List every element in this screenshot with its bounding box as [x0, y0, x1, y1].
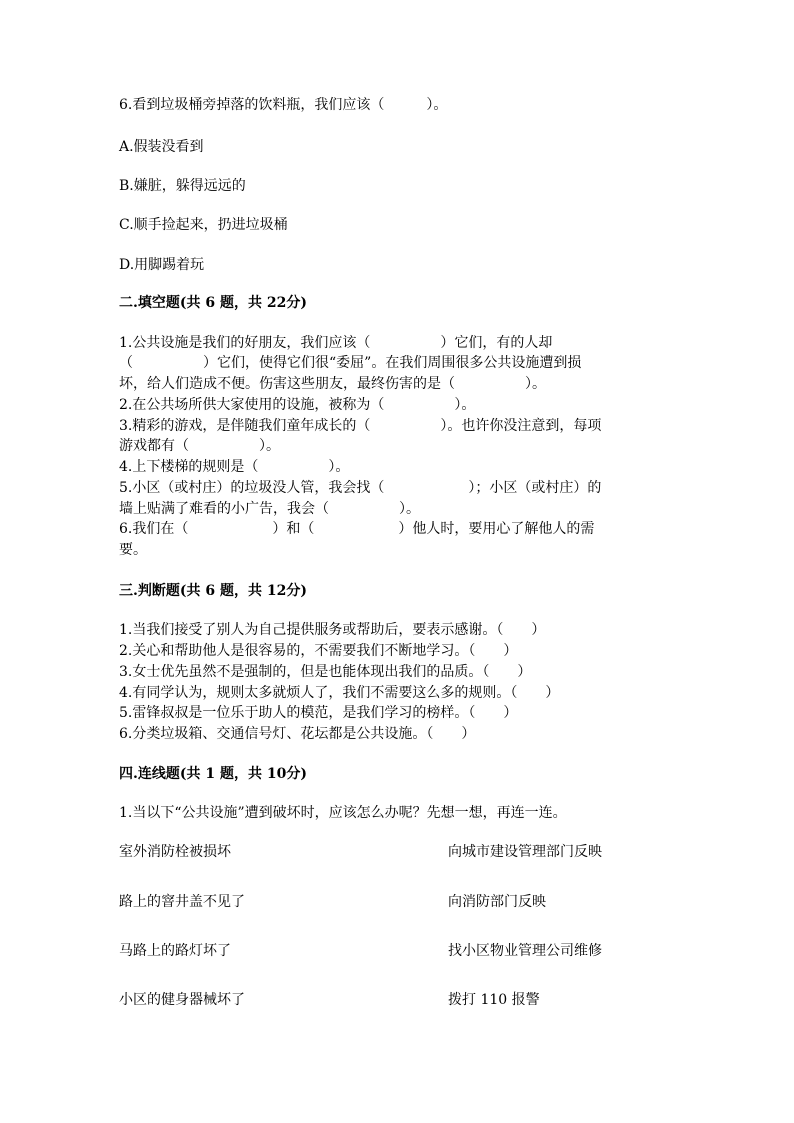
fill-line: 4.上下楼梯的规则是（ ）。 [119, 459, 350, 475]
judge-line: 3.女士优先虽然不是强制的，但是也能体现出我们的品质。（ ） [119, 664, 532, 680]
judge-line: 2.关心和帮助他人是很容易的，不需要我们不断地学习。（ ） [119, 643, 518, 659]
fill-line: 墙上贴满了难看的小广告，我会（ ）。 [119, 501, 420, 517]
match-question: 1.当以下“公共设施”遭到破坏时，应该怎么办呢？先想一想，再连一连。 [119, 805, 567, 821]
judge-line: 6.分类垃圾箱、交通信号灯、花坛都是公共设施。（ ） [119, 726, 476, 742]
fill-line: （ ）它们，使得它们很“委屈”。在我们周围很多公共设施遭到损 [119, 355, 582, 371]
fill-line: 游戏都有（ ）。 [119, 438, 280, 454]
fill-line: 要。 [119, 542, 147, 558]
fill-line: 3.精彩的游戏，是伴随我们童年成长的（ ）。也许你没注意到，每项 [119, 418, 602, 434]
judge-line: 5.雷锋叔叔是一位乐于助人的模范，是我们学习的榜样。（ ） [119, 705, 518, 721]
match-right-item: 向消防部门反映 [448, 894, 546, 910]
choice-option-b: B.嫌脏，躲得远远的 [119, 178, 246, 194]
section-judge-title: 三.判断题(共 6 题，共 12分) [119, 583, 307, 599]
choice-option-c: C.顺手捡起来，扔进垃圾桶 [119, 217, 288, 233]
fill-line: 1.公共设施是我们的好朋友，我们应该（ ）它们，有的人却 [119, 335, 553, 351]
fill-line: 6.我们在（ ）和（ ）他人时，要用心了解他人的需 [119, 521, 595, 537]
section-match-title: 四.连线题(共 1 题，共 10分) [119, 766, 307, 782]
judge-line: 1.当我们接受了别人为自己提供服务或帮助后，要表示感谢。（ ） [119, 622, 546, 638]
match-right-item: 拨打 110 报警 [448, 992, 540, 1008]
judge-line: 4.有同学认为，规则太多就烦人了，我们不需要这么多的规则。（ ） [119, 685, 560, 701]
match-right-item: 找小区物业管理公司维修 [448, 943, 602, 959]
section-fill-title: 二.填空题(共 6 题，共 22分) [119, 295, 307, 311]
choice-question: 6.看到垃圾桶旁掉落的饮料瓶，我们应该（ ）。 [119, 97, 448, 113]
choice-option-d: D.用脚踢着玩 [119, 257, 205, 273]
match-left-item: 路上的窨井盖不见了 [119, 894, 245, 910]
match-left-item: 马路上的路灯坏了 [119, 943, 231, 959]
match-left-item: 室外消防栓被损坏 [119, 844, 231, 860]
match-left-item: 小区的健身器械坏了 [119, 992, 245, 1008]
fill-line: 5.小区（或村庄）的垃圾没人管，我会找（ ）；小区（或村庄）的 [119, 480, 602, 496]
fill-line: 坏，给人们造成不便。伤害这些朋友，最终伤害的是（ ）。 [119, 376, 546, 392]
match-right-item: 向城市建设管理部门反映 [448, 844, 602, 860]
fill-line: 2.在公共场所供大家使用的设施，被称为（ ）。 [119, 397, 476, 413]
choice-option-a: A.假装没看到 [119, 139, 204, 155]
